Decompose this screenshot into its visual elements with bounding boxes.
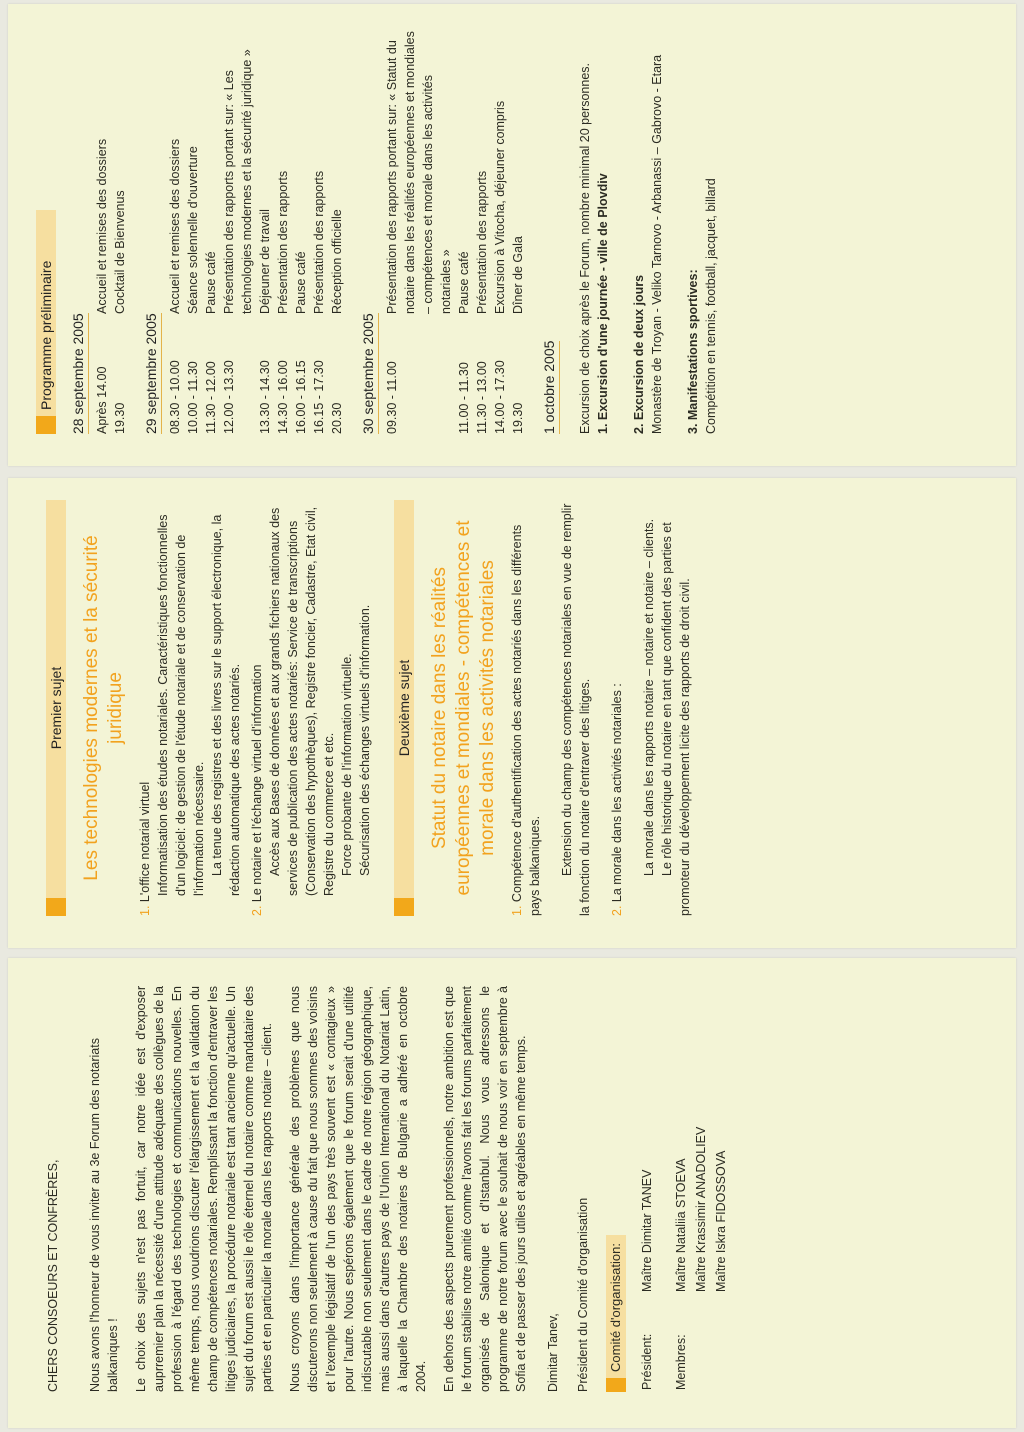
schedule-row <box>184 26 202 434</box>
activity: Séance solennelle d'ouverture <box>186 146 200 314</box>
topic2-item-2 <box>608 500 626 916</box>
committee-table <box>636 1125 732 1392</box>
topic2-header <box>394 500 414 916</box>
topic1-item-2 <box>248 500 266 916</box>
schedule-row <box>292 26 310 434</box>
excursion-3: 3. Manifestations sportives: <box>686 269 700 434</box>
topics-panel <box>8 478 1016 948</box>
member-row <box>712 1127 730 1390</box>
excursion-3-text: Compétition en tennis, football, jacquet, billard <box>704 178 718 434</box>
item-number: 1. <box>510 905 524 916</box>
topic1-item-2-line-2: Force probante de l'information virtuelle. <box>340 653 354 876</box>
signature-role: Président du Comité d'organisation <box>576 1197 590 1392</box>
time: 11.30 - 13.00 <box>475 361 489 434</box>
item-title: La morale dans les activités notariales : <box>610 683 624 903</box>
time: 13.30 - 14.30 <box>258 360 272 434</box>
day-date: 30 septembre 2005 <box>360 313 379 434</box>
member-name: Maître Iskra FIDOSSOVA <box>714 1150 728 1292</box>
october-date: 1 octobre 2005 <box>541 341 560 434</box>
topic2-item-2-line-2: Le rôle historique du notaire en tant que confident des parties et promoteur du développement licite des rapports de droit civil. <box>660 522 692 916</box>
item-title: Compétence d'authentification des actes notariés dans les différents pays balkaniques. <box>510 524 542 916</box>
schedule-row <box>274 26 292 434</box>
activity: Pause café <box>204 251 218 314</box>
letter-paragraph-3: Nous croyons dans l'importance générale des problèmes que nous discuterons non seulement à cause du fait que nous sommes des voisins et l'exemple législatif de l'un des pays très souvent est « contagieux » pour l'autre. Nous espérons également que le forum serait d'une utilité indiscutable non seulement dans le cadre de notre région géographique, mais aussi dans d'autres pays de l'Union International du Notariat Latin, à laquelle la Chambre des notaires de Bulgarie a adhéré en octobre 2004. <box>288 986 428 1392</box>
topic1-item-1-line-1: Informatisation des études notariales. Caractéristiques fonctionnelles d'un logiciel: de gestion de l'étude notariale et de conservation de l'information nécessaire. <box>156 514 206 896</box>
time: 09.30 - 11.00 <box>385 361 399 434</box>
schedule-row <box>111 26 129 434</box>
item-title: L'office notarial virtuel <box>138 781 152 903</box>
header-marker-icon <box>394 898 414 916</box>
topic1-title: Les technologies modernes et la sécurité juridique <box>81 535 126 881</box>
schedule-table <box>166 26 346 434</box>
comite-header <box>606 1235 626 1392</box>
topic2-header-label: Deuxième sujet <box>396 659 412 757</box>
letter-panel <box>8 958 1016 1428</box>
activity: Accueil et remises des dossiers <box>168 138 182 314</box>
activity: Pause café <box>294 251 308 314</box>
schedule-row <box>455 26 473 434</box>
member-row <box>672 1127 690 1390</box>
item-title: Le notaire et l'échange virtuel d'information <box>250 664 264 903</box>
activity: Déjeuner de travail <box>258 209 272 314</box>
schedule-row <box>509 26 527 434</box>
letter-paragraph-1: Nous avons l'honneur de vous inviter au 3e Forum des notariats balkaniques ! <box>88 1038 120 1392</box>
schedule-row <box>220 26 256 434</box>
activity: Présentation des rapports portant sur: « Les technologies modernes et la sécurité juridique » <box>222 49 254 314</box>
topic1-item-1 <box>136 500 154 916</box>
day-1 <box>56 26 129 434</box>
salutation: CHERS CONSOEURS ET CONFRÈRES, <box>46 1159 60 1392</box>
header-marker-icon <box>36 416 56 434</box>
activity: Présentation des rapports <box>475 170 489 314</box>
topic1-header <box>46 500 66 916</box>
time: 12.00 - 13.30 <box>222 360 236 434</box>
activity: Présentation des rapports <box>276 170 290 314</box>
schedule-row <box>383 26 455 434</box>
president-name: Maître Dimitar TANEV <box>640 1169 654 1292</box>
spacer <box>658 1127 670 1292</box>
comite-label: Comité d'organisation: <box>608 1243 623 1372</box>
topic1-item-2-line-3: Sécurisation des échanges virtuels d'information. <box>358 604 372 876</box>
time: 16.00 - 16.15 <box>294 360 308 434</box>
signature-name: Dimitar Tanev, <box>546 1313 560 1392</box>
schedule-row <box>328 26 346 434</box>
day-date: 29 septembre 2005 <box>143 313 162 434</box>
spacer <box>658 1294 670 1390</box>
president-row <box>638 1127 656 1390</box>
header-marker-icon <box>606 1378 626 1392</box>
topic2-item-1 <box>508 500 544 916</box>
day-date: 28 septembre 2005 <box>70 313 89 434</box>
schedule-row <box>166 26 184 434</box>
topic2-title: Statut du notaire dans les réalités européennes et mondiales - compétences et morale dans les activités notariales <box>429 520 498 896</box>
letter-paragraph-4: En dehors des aspects purement professionnels, notre ambition est que le forum stabilise notre amitié comme l'avons fait les forums parfaitement organisés de Salonique et d'Istanbul. Nous vous adressons le programme de notre forum avec le souhait de nous voir en septembre à Sofia et de passer des jours utiles et agréables en même temps. <box>442 986 528 1392</box>
item-number: 1. <box>138 905 152 916</box>
activity: Accueil et remises des dossiers <box>95 138 109 314</box>
topic2-item-2-line-1: La morale dans les rapports notaire – notaire et notaire – clients. <box>642 518 656 876</box>
member-name: Maître Krassimir ANADOLIEV <box>694 1126 708 1292</box>
excursion-1: 1. Excursion d'une journée - ville de Plovdiv <box>596 173 610 434</box>
schedule-row <box>473 26 491 434</box>
activity: Dîner de Gala <box>511 236 525 314</box>
activity: Présentation des rapports <box>312 170 326 314</box>
letter-paragraph-2: Le choix des sujets n'est pas fortuit, car notre idée est d'exposer auprremier plan la nécessité d'une attitude adéquate des collègues de la profession à l'égard des technologies et communications nouvelles. En même temps, nous voudrions discuter l'élargissement et la validation du champ de compétences notariales. Remplissant la fonction d'entraver les litiges judiciaires, la procédure notariale est tant ancienne qu'actuelle. Un sujet du forum est aussi le rôle éternel du notaire comme mandataire des parties et en particulier la morale dans les rapports notaire – client. <box>134 986 274 1392</box>
excursion-2: 2. Excursion de deux jours <box>632 274 646 434</box>
time: 14.30 - 16.00 <box>276 360 290 434</box>
topic2-item-1-line-2: Extension du champ des compétences notariales en vue de remplir la fonction du notaire d'entraver des litiges. <box>560 503 592 916</box>
time: 19.30 <box>511 402 525 434</box>
excursion-intro: Excursion de choix après le Forum, nombre minimal 20 personnes. <box>578 62 592 434</box>
schedule-row <box>93 26 111 434</box>
item-number: 2. <box>250 905 264 916</box>
time: 20.30 <box>330 402 344 434</box>
topic1-item-1-line-2: La tenue des registres et des livres sur le support électronique, la rédaction automatique des actes notariés. <box>210 514 242 896</box>
schedule-row <box>310 26 328 434</box>
schedule-row <box>491 26 509 434</box>
spacer <box>712 1294 730 1390</box>
activity: Pause café <box>457 251 471 314</box>
time: 14.00 - 17.30 <box>493 360 507 434</box>
schedule-table <box>93 26 129 434</box>
activity: Réception officielle <box>330 209 344 314</box>
topic1-header-label: Premier sujet <box>48 666 64 750</box>
programme-panel <box>8 4 1016 466</box>
spacer <box>692 1294 710 1390</box>
member-row <box>692 1127 710 1390</box>
topic1-item-2-line-1: Accès aux Bases de données et aux grands fichiers nationaux des services de publication des actes notariés: Service de transcriptions (Conservation des hypothèques), Registre foncier, Cadastre, Etat civil, Registre du commerce et etc. <box>268 506 336 896</box>
members-role: Membres: <box>674 1334 688 1390</box>
time: 11.30 - 12.00 <box>204 361 218 434</box>
time: 08.30 - 10.00 <box>168 360 182 434</box>
time: 10.00 - 11.30 <box>186 361 200 434</box>
header-marker-icon <box>46 898 66 916</box>
activity: Cocktail de Bienvenus <box>113 190 127 314</box>
schedule-table <box>383 26 527 434</box>
member-name: Maître Nataliia STOEVA <box>674 1158 688 1292</box>
time: 16.15 - 17.30 <box>312 360 326 434</box>
activity: Excursion à Vitocha, déjeuner compris <box>493 100 507 314</box>
activity: Présentation des rapports portant sur: « Statut du notaire dans les réalités européennes et mondiales – compétences et morale dans les activités notariales » <box>385 31 453 314</box>
schedule-row <box>202 26 220 434</box>
programme-header <box>36 210 56 434</box>
day-2 <box>129 26 346 434</box>
excursion-2-text: Monastère de Troyan - Veliko Tarnovo - Arbanassi – Gabrovo - Etara <box>650 54 664 434</box>
item-number: 2. <box>610 905 624 916</box>
programme-header-label: Programme préliminaire <box>38 260 54 410</box>
schedule-row <box>256 26 274 434</box>
time: Après 14.00 <box>95 366 109 434</box>
time: 11.00 - 11.30 <box>457 362 471 434</box>
president-role: Président: <box>640 1333 654 1390</box>
time: 19.30 <box>113 402 127 434</box>
day-3 <box>346 26 527 434</box>
